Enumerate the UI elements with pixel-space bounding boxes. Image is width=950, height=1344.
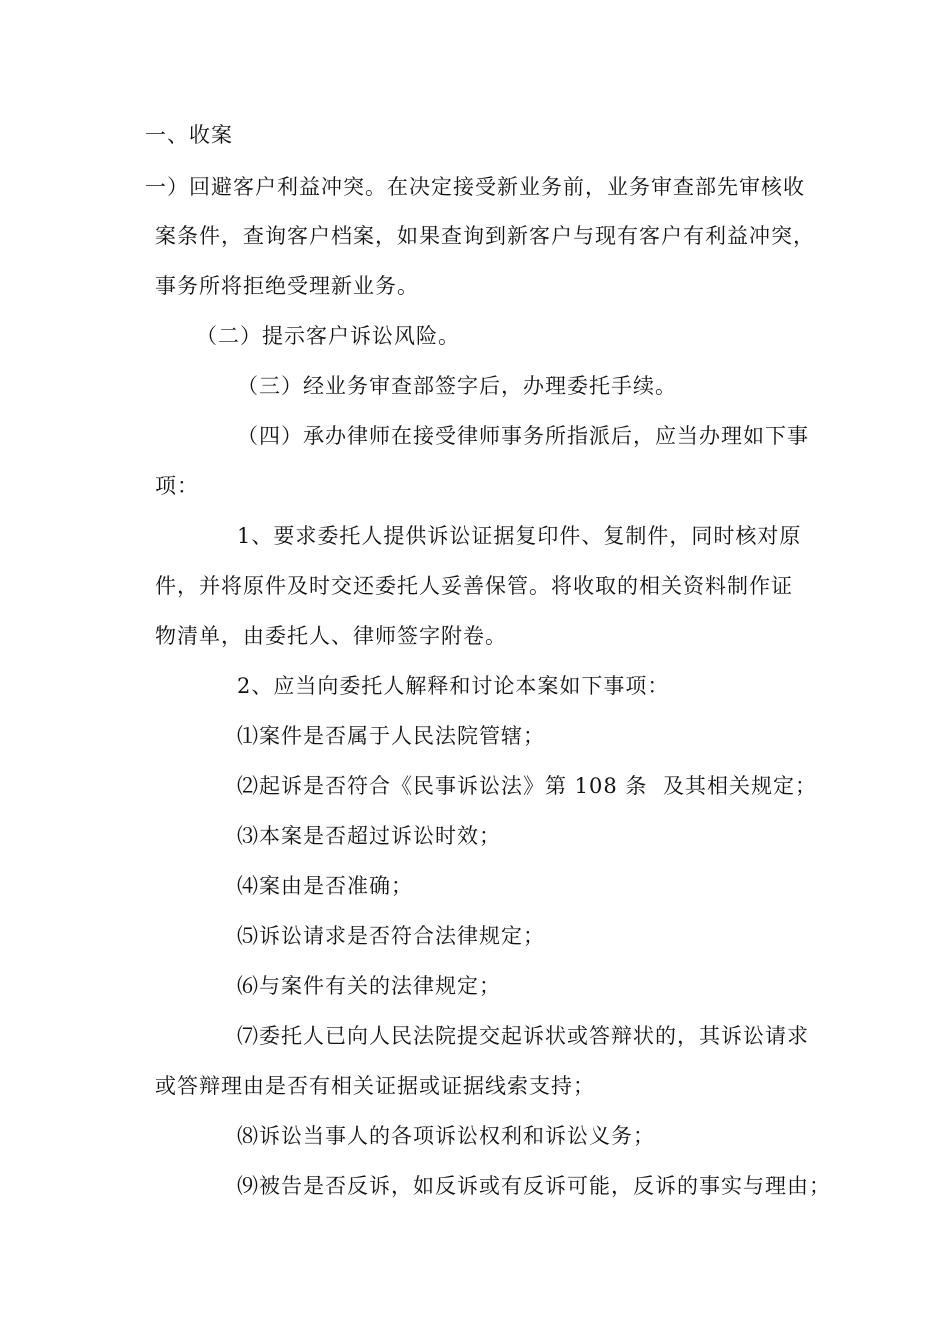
list-item-continuation: 及其相关规定；	[663, 774, 817, 798]
paragraph-line: 件，并将原件及时交还委托人妥善保管。将收取的相关资料制作证	[155, 574, 793, 598]
list-item: ⑶本案是否超过诉讼时效；	[237, 824, 501, 848]
list-item-continuation: 或答辩理由是否有相关证据或证据线索支持；	[155, 1074, 595, 1098]
list-item: ⑼被告是否反诉，如反诉或有反诉可能，反诉的事实与理由；	[237, 1174, 831, 1198]
list-item: ⑷案由是否准确；	[237, 874, 413, 898]
paragraph-line: （四）承办律师在接受律师事务所指派后，应当办理如下事	[237, 424, 809, 448]
paragraph-line: 事务所将拒绝受理新业务。	[155, 274, 419, 298]
list-item: ⑸诉讼请求是否符合法律规定；	[237, 924, 545, 948]
list-item: ⑻诉讼当事人的各项诉讼权利和诉讼义务；	[237, 1124, 655, 1148]
list-item: ⑺委托人已向人民法院提交起诉状或答辩状的，其诉讼请求	[237, 1024, 809, 1048]
paragraph-line: 1、要求委托人提供诉讼证据复印件、复制件，同时核对原	[237, 524, 802, 548]
paragraph-line: 一）回避客户利益冲突。在决定接受新业务前，业务审查部先审核收	[145, 175, 805, 199]
paragraph-line: 案条件，查询客户档案，如果查询到新客户与现有客户有利益冲突，	[155, 224, 815, 248]
paragraph-line: （二）提示客户诉讼风险。	[196, 324, 460, 348]
list-item: ⑹与案件有关的法律规定；	[237, 974, 501, 998]
paragraph-line: 2、应当向委托人解释和讨论本案如下事项：	[237, 674, 670, 698]
list-item: ⑵起诉是否符合《民事诉讼法》第 108 条	[237, 774, 648, 798]
section-heading: 一、收案	[145, 123, 233, 147]
paragraph-line: 项：	[155, 474, 199, 498]
paragraph-line: 物清单，由委托人、律师签字附卷。	[155, 624, 507, 648]
paragraph-line: （三）经业务审查部签字后，办理委托手续。	[237, 374, 677, 398]
list-item: ⑴案件是否属于人民法院管辖；	[237, 724, 545, 748]
